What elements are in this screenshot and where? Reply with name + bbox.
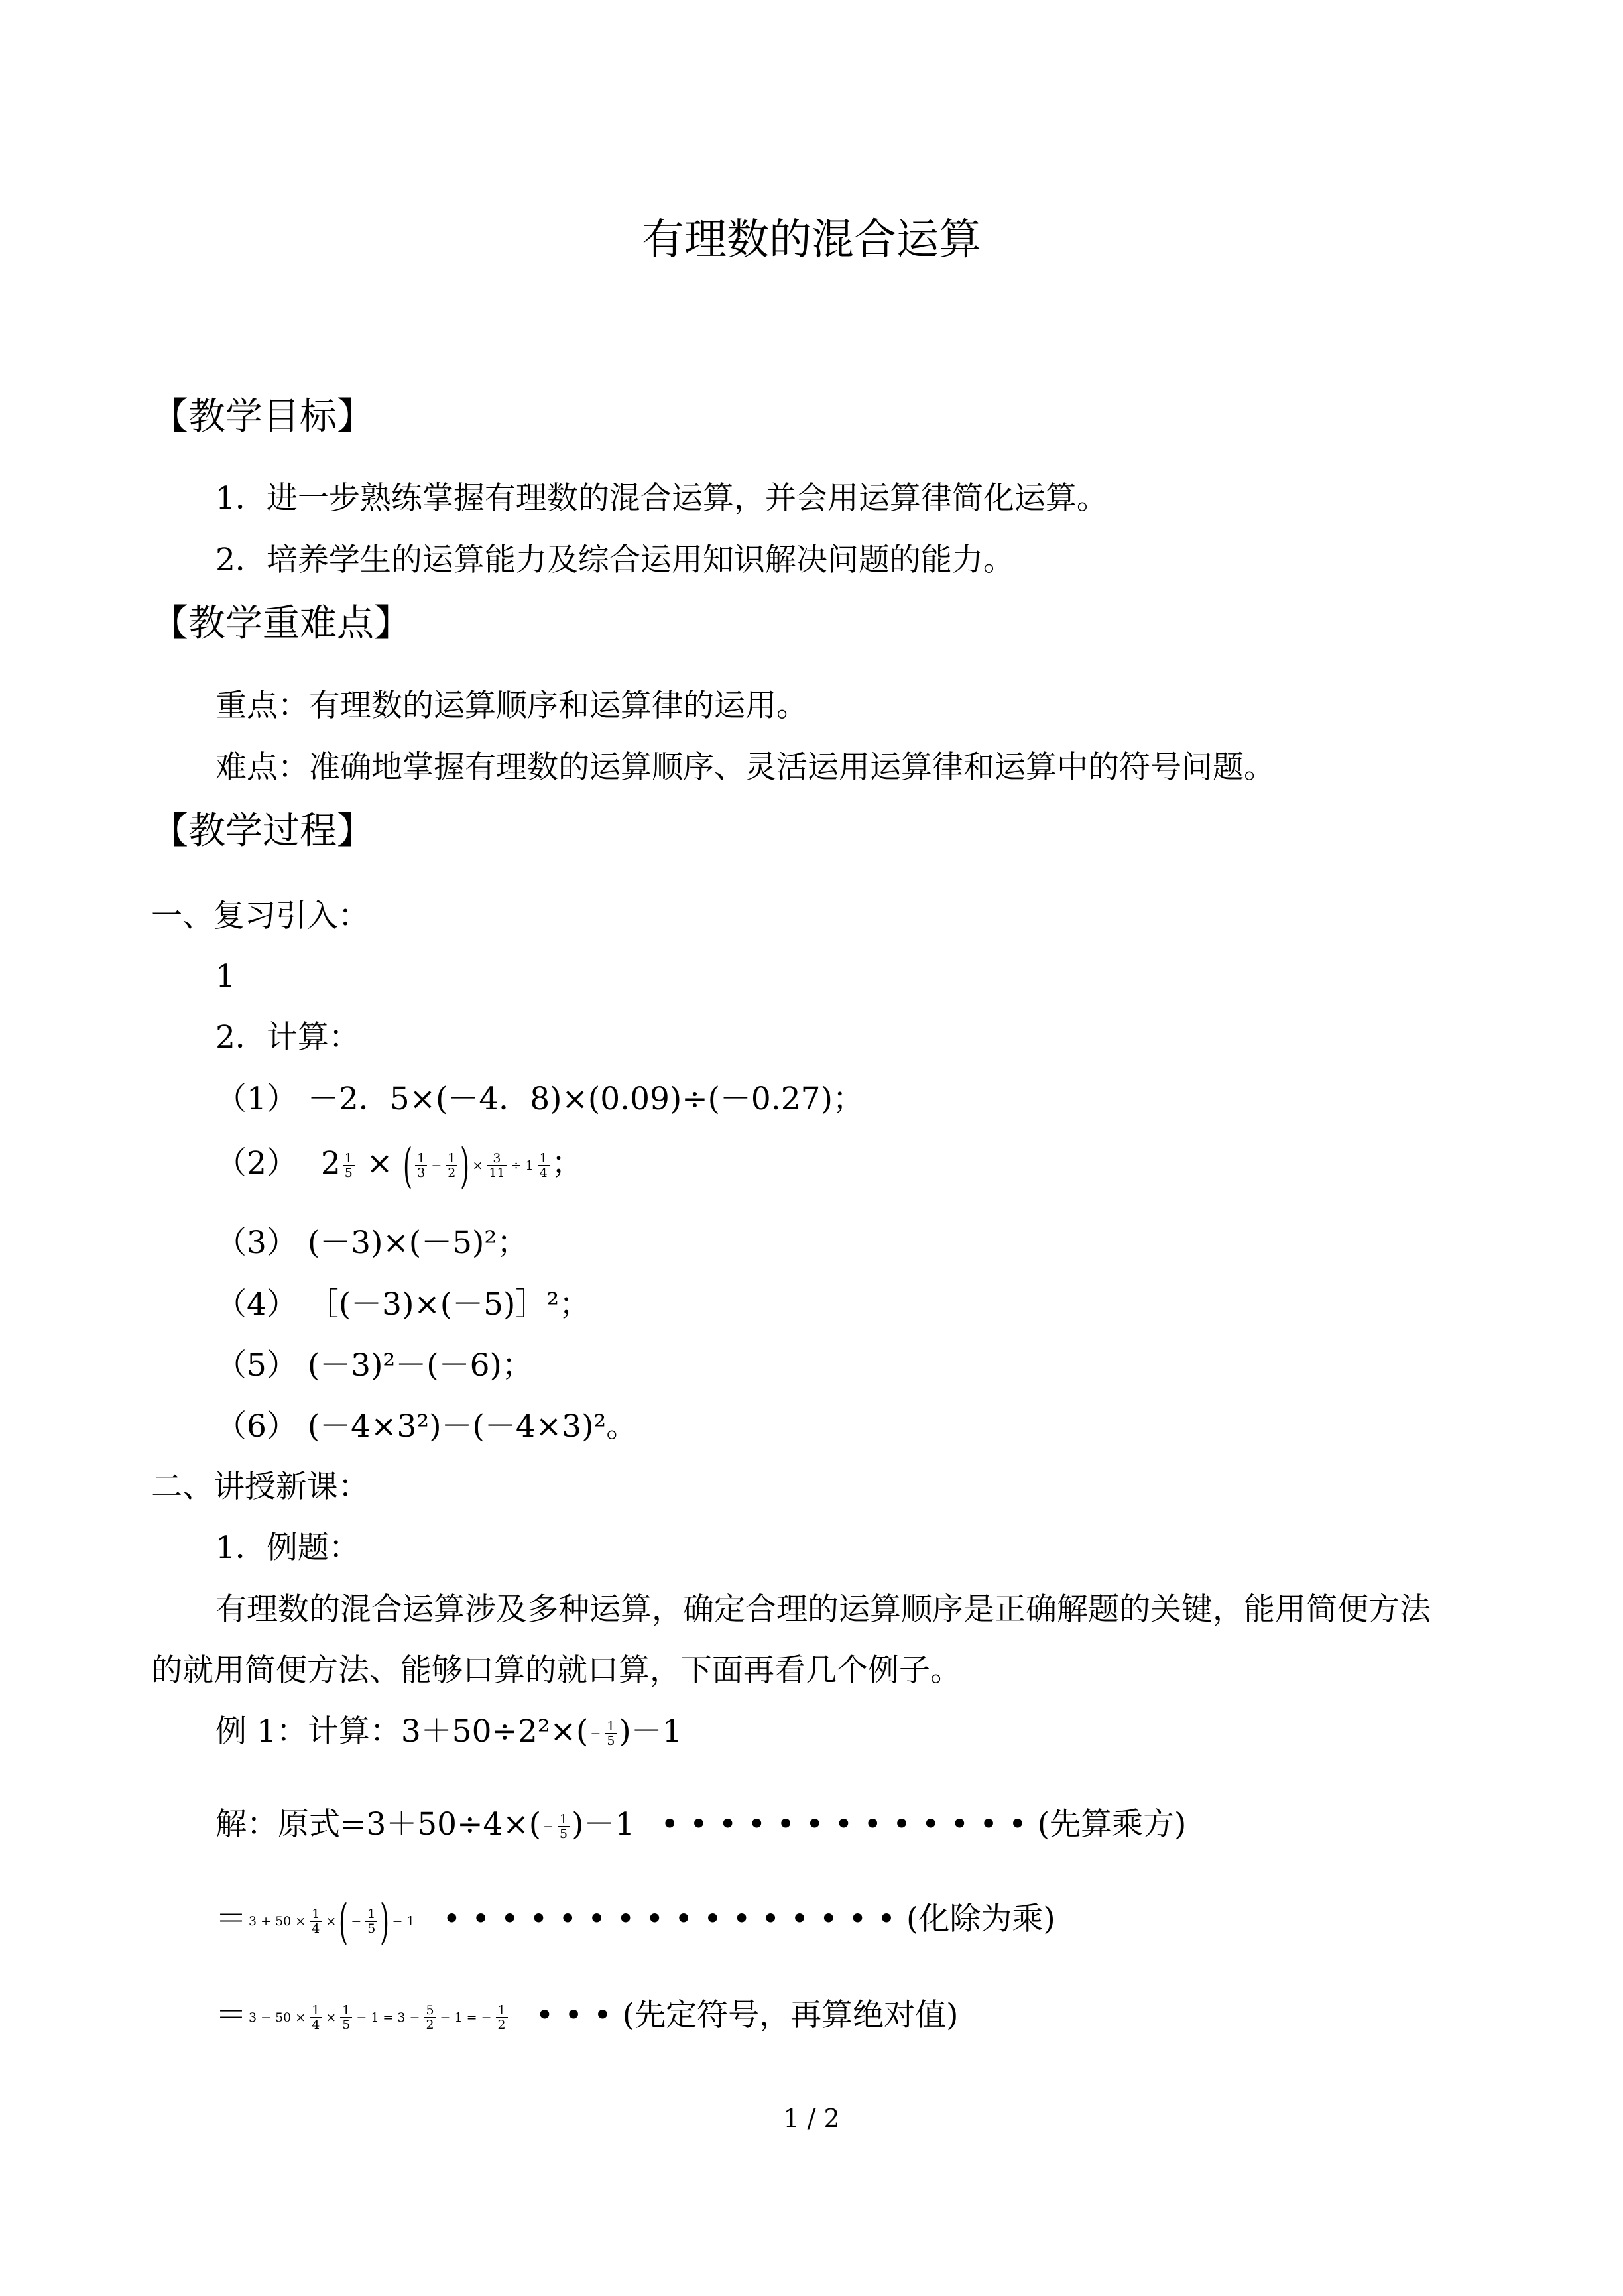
fraction-denominator: 5 <box>367 1921 376 1936</box>
times-sign: × <box>366 1145 393 1181</box>
key-point: 重点：有理数的运算顺序和运算律的运用。 <box>215 688 808 724</box>
fraction-numerator: 1 <box>343 1152 355 1166</box>
fraction <box>415 1152 427 1179</box>
expression-part: 3 + 50 × <box>249 1914 306 1929</box>
times-sign: × <box>326 1914 337 1929</box>
solution-step-3 <box>215 1989 958 2042</box>
review-exercise-1: （1） －2．5×(－4．8)×(0.09)÷(－0.27)； <box>215 1081 864 1117</box>
fraction <box>446 1152 457 1179</box>
expression-part: 3 − 50 × <box>249 2010 306 2025</box>
fraction <box>310 2004 322 2031</box>
goal-item-2: 2．培养学生的运算能力及综合运用知识解决问题的能力。 <box>215 542 1014 578</box>
section-heading-key-points: 【教学重难点】 <box>151 602 411 645</box>
solution-step-1-suffix: )－1 <box>571 1806 635 1843</box>
fraction-numerator: 1 <box>310 1907 322 1922</box>
new-lesson-item-1: 1．例题： <box>215 1530 360 1566</box>
fraction-denominator: 2 <box>448 1166 456 1180</box>
solution-step-2-note: (化除为乘) <box>906 1901 1055 1937</box>
divide-sign: ÷ <box>511 1158 522 1173</box>
fraction <box>340 2004 352 2031</box>
review-exercise-6: （6） (－4×3²)－(－4×3)²。 <box>215 1408 638 1445</box>
fraction-denominator: 3 <box>417 1166 426 1180</box>
left-paren: ( <box>403 1138 413 1193</box>
fraction <box>487 1152 507 1179</box>
review-exercise-2 <box>215 1137 583 1193</box>
review-item-1: 1 <box>215 958 235 995</box>
right-paren: ) <box>380 1894 390 1949</box>
fraction-numerator: 3 <box>487 1152 507 1166</box>
dot-leader: ••••••••••••• <box>660 1806 1038 1843</box>
minus-sign: − <box>351 1914 362 1929</box>
fraction-denominator: 5 <box>342 2018 351 2032</box>
equals-sign: ＝ <box>215 1901 247 1937</box>
fraction-numerator: 1 <box>538 1152 550 1166</box>
minus-sign: − <box>431 1158 442 1173</box>
review-exercise-4: （4） ［(－3)×(－5)］²； <box>215 1286 591 1323</box>
dot-leader: •••••••••••••••• <box>442 1901 907 1937</box>
review-exercise-3: （3） (－3)×(－5)²； <box>215 1225 528 1261</box>
dot-leader: ••• <box>535 1997 623 2033</box>
solution-step-1-prefix: 解：原式=3＋50÷4×( <box>215 1806 542 1843</box>
fraction <box>310 1907 322 1935</box>
mixed-number-whole: 1 <box>525 1158 534 1173</box>
expression-part: − 1 = 3 − <box>356 2010 420 2025</box>
paragraph-line-2: 的就用简便方法、能够口算的就口算，下面再看几个例子。 <box>151 1652 961 1689</box>
example-1-prefix: 例 1：计算：3＋50÷2²×( <box>215 1713 589 1750</box>
fraction-numerator: 1 <box>446 1152 457 1166</box>
section-heading-goals: 【教学目标】 <box>151 395 374 438</box>
fraction <box>365 1907 377 1935</box>
example-1 <box>215 1705 682 1758</box>
fraction <box>343 1152 355 1179</box>
fraction-numerator: 1 <box>340 2004 352 2018</box>
fraction-numerator: 1 <box>365 1907 377 1922</box>
page-title: 有理数的混合运算 <box>642 215 981 265</box>
fraction-denominator: 2 <box>497 2018 506 2032</box>
right-paren: ) <box>460 1138 470 1193</box>
fraction-numerator: 1 <box>558 1813 570 1827</box>
example-1-suffix: )－1 <box>619 1713 682 1750</box>
review-heading: 一、复习引入： <box>151 898 369 934</box>
section-heading-process: 【教学过程】 <box>151 810 374 853</box>
solution-step-1 <box>215 1798 1186 1851</box>
page-number: 1 / 2 <box>783 2104 840 2133</box>
fraction <box>496 2004 508 2031</box>
minus-sign: − <box>543 1819 554 1834</box>
fraction-denominator: 5 <box>344 1166 353 1180</box>
solution-step-3-note: (先定符号，再算绝对值) <box>622 1997 959 2033</box>
solution-step-2 <box>215 1893 1055 1949</box>
fraction-denominator: 4 <box>312 2018 320 2032</box>
fraction-denominator: 4 <box>312 1921 320 1936</box>
semicolon: ； <box>551 1145 583 1181</box>
left-paren: ( <box>339 1894 349 1949</box>
fraction-denominator: 2 <box>426 2018 434 2032</box>
fraction-denominator: 5 <box>607 1734 615 1748</box>
fraction-denominator: 4 <box>539 1166 548 1180</box>
fraction <box>424 2004 436 2031</box>
times-sign: × <box>326 2010 337 2025</box>
mixed-number-whole: 2 <box>320 1145 341 1181</box>
paragraph-line-1: 有理数的混合运算涉及多种运算，确定合理的运算顺序是正确解题的关键，能用简便方法 <box>215 1591 1431 1628</box>
difficult-point: 难点：准确地掌握有理数的运算顺序、灵活运用运算律和运算中的符号问题。 <box>215 749 1275 786</box>
fraction-numerator: 1 <box>496 2004 508 2018</box>
fraction-numerator: 1 <box>605 1720 617 1734</box>
fraction-numerator: 5 <box>424 2004 436 2018</box>
review-exercise-5: （5） (－3)²－(－6)； <box>215 1347 533 1384</box>
exercise-label: （2） <box>215 1145 298 1181</box>
fraction <box>538 1152 550 1179</box>
equals-sign: ＝ <box>215 1997 247 2033</box>
fraction-denominator: 5 <box>560 1827 568 1841</box>
expression-part: − 1 = − <box>440 2010 492 2025</box>
minus-sign: − <box>590 1726 601 1741</box>
expression-part: − 1 <box>392 1914 415 1929</box>
goal-item-1: 1．进一步熟练掌握有理数的混合运算，并会用运算律简化运算。 <box>215 480 1108 516</box>
times-sign: × <box>472 1158 483 1173</box>
fraction-numerator: 1 <box>415 1152 427 1166</box>
new-lesson-heading: 二、讲授新课： <box>151 1469 369 1505</box>
solution-step-1-note: (先算乘方) <box>1037 1806 1187 1843</box>
fraction-denominator: 11 <box>489 1166 505 1180</box>
review-item-2: 2．计算： <box>215 1019 360 1056</box>
fraction <box>605 1720 617 1748</box>
fraction <box>558 1813 570 1841</box>
fraction-numerator: 1 <box>310 2004 322 2018</box>
